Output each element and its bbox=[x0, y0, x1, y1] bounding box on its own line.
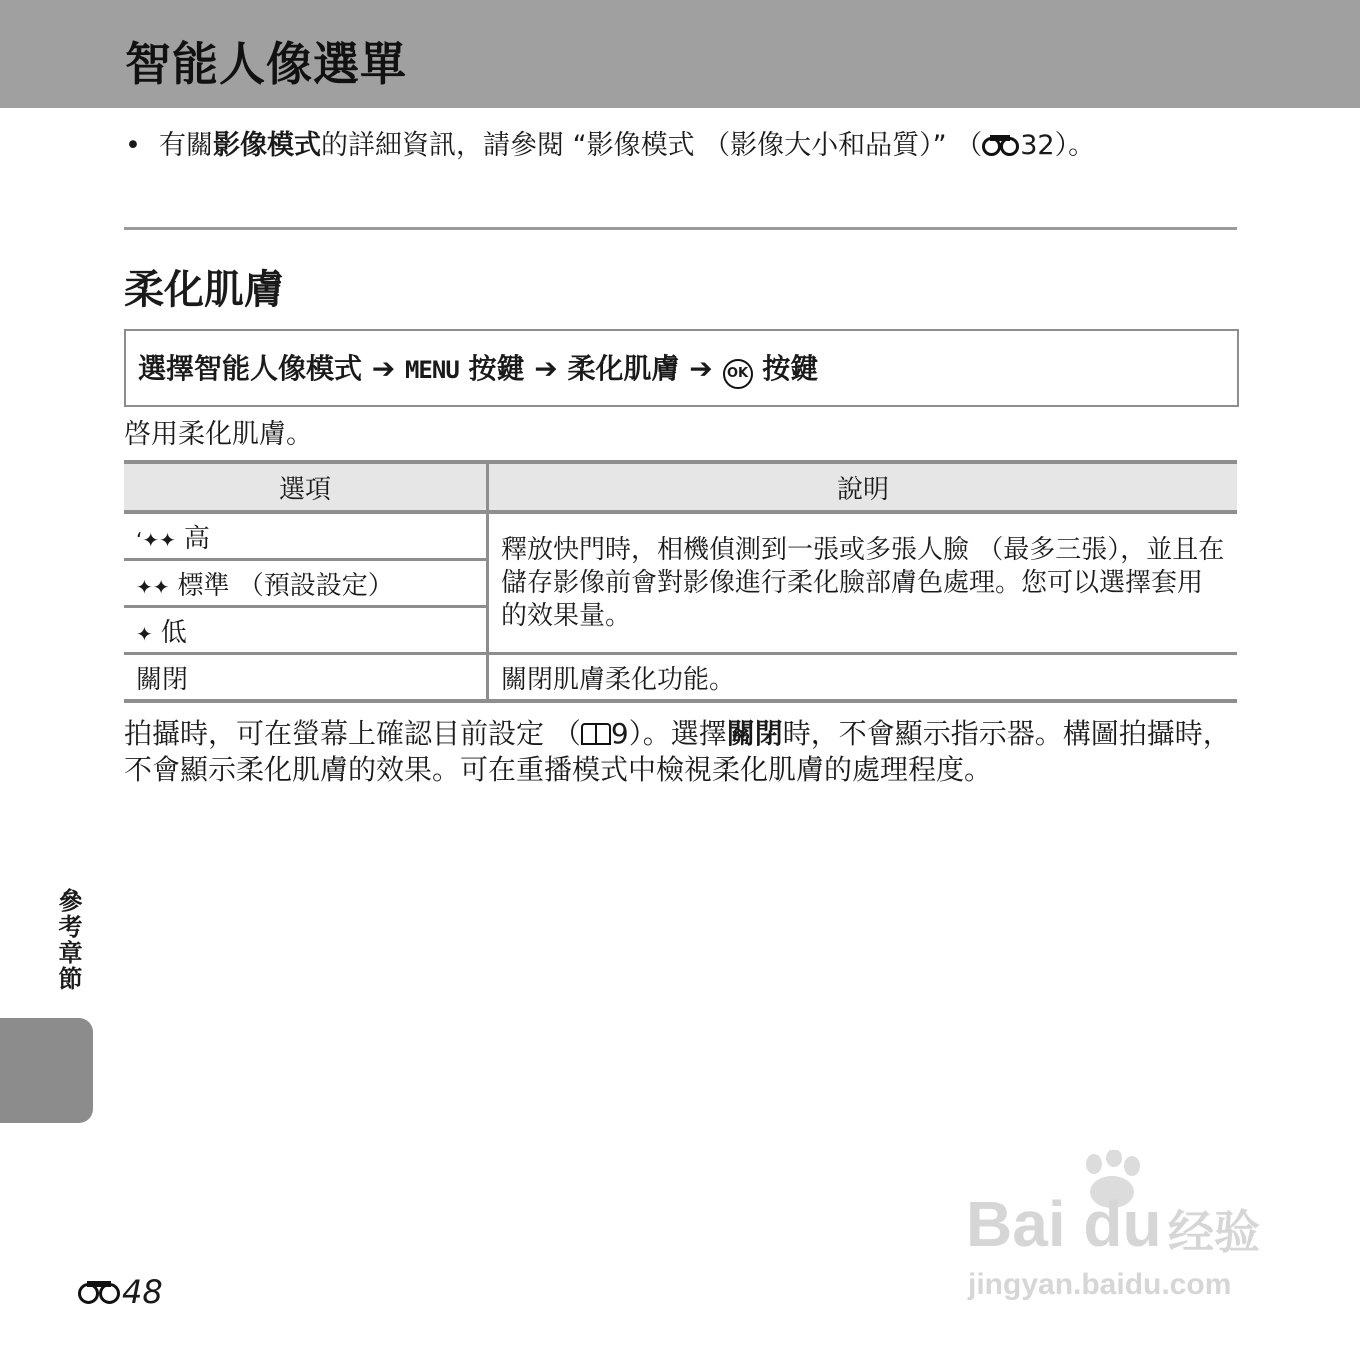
menu-path bbox=[138, 349, 818, 390]
section-divider bbox=[124, 227, 1237, 230]
arrow-icon: ➔ bbox=[689, 352, 713, 385]
option-normal bbox=[124, 560, 488, 607]
option-label: 標準 （預設設定） bbox=[177, 570, 394, 601]
footer-part1: 拍攝時，可在螢幕上確認目前設定 （ bbox=[124, 717, 581, 750]
reference-section-icon bbox=[78, 1281, 122, 1305]
soft-skin-high-icon: ʻ✦✦ bbox=[136, 527, 176, 552]
footer-bold: 關閉 bbox=[726, 717, 783, 750]
footer-part3: 時，不會顯示指示器。構圖拍攝時，不會顯示柔化肌膚的效果。可在重播模式中檢視柔化肌膚的處理程度。 bbox=[124, 717, 1231, 786]
side-chapter-label: 參考章節 bbox=[54, 888, 82, 992]
section-title: 柔化肌膚 bbox=[124, 267, 284, 313]
soft-skin-normal-icon: ✦✦ bbox=[136, 574, 170, 599]
footer-ref: 9 bbox=[610, 717, 629, 750]
path-step3: 柔化肌膚 bbox=[567, 352, 680, 385]
option-label: 低 bbox=[160, 617, 187, 648]
path-step4: 按鍵 bbox=[762, 352, 819, 385]
page-title: 智能人像選單 bbox=[125, 37, 407, 91]
menu-button-label: MENU bbox=[404, 356, 459, 384]
options-table bbox=[124, 460, 1237, 703]
footer-part2: ）。選擇 bbox=[628, 717, 727, 750]
option-low bbox=[124, 607, 488, 654]
bullet-pre: 有關 bbox=[159, 130, 213, 161]
menu-path-box bbox=[124, 329, 1239, 407]
option-off: 關閉 bbox=[124, 654, 488, 702]
table-row bbox=[124, 512, 1237, 560]
table-row bbox=[124, 654, 1237, 702]
reference-section-icon bbox=[982, 135, 1020, 155]
arrow-icon: ➔ bbox=[371, 352, 396, 385]
path-step1: 選擇智能人像模式 bbox=[138, 352, 363, 385]
section-intro: 啓用柔化肌膚。 bbox=[124, 419, 313, 450]
side-chapter-tab bbox=[0, 1018, 93, 1123]
page-number-value: 48 bbox=[122, 1273, 163, 1311]
bullet-note bbox=[125, 126, 1095, 166]
header-option: 選項 bbox=[124, 462, 488, 512]
option-high bbox=[124, 512, 488, 560]
watermark-cn: 经验 bbox=[1168, 1205, 1260, 1259]
option-off-description: 關閉肌膚柔化功能。 bbox=[488, 654, 1238, 702]
page-number bbox=[78, 1270, 163, 1314]
option-label: 高 bbox=[183, 523, 210, 554]
bullet-dot: • bbox=[125, 130, 141, 161]
bullet-ref: 32 bbox=[1020, 130, 1055, 161]
arrow-icon: ➔ bbox=[534, 352, 558, 385]
bullet-bold: 影像模式 bbox=[213, 130, 321, 161]
path-step2: 按鍵 bbox=[468, 352, 525, 385]
watermark-url: jingyan.baidu.com bbox=[968, 1268, 1232, 1301]
watermark-brand: Bai du bbox=[966, 1188, 1162, 1260]
book-reference-icon bbox=[581, 723, 611, 745]
header-description: 說明 bbox=[488, 462, 1238, 512]
footer-note bbox=[124, 716, 1238, 788]
bullet-end: ）。 bbox=[1054, 130, 1096, 161]
ok-button-icon: OK bbox=[723, 359, 753, 389]
soft-skin-low-icon: ✦ bbox=[136, 621, 153, 646]
bullet-post: 的詳細資訊，請參閱 “影像模式 （影像大小和品質）” （ bbox=[321, 130, 983, 161]
option-description: 釋放快門時，相機偵測到一張或多張人臉 （最多三張），並且在儲存影像前會對影像進行柔化臉部膚色處理。您可以選擇套用的效果量。 bbox=[488, 512, 1238, 654]
baidu-watermark bbox=[960, 1150, 1290, 1310]
